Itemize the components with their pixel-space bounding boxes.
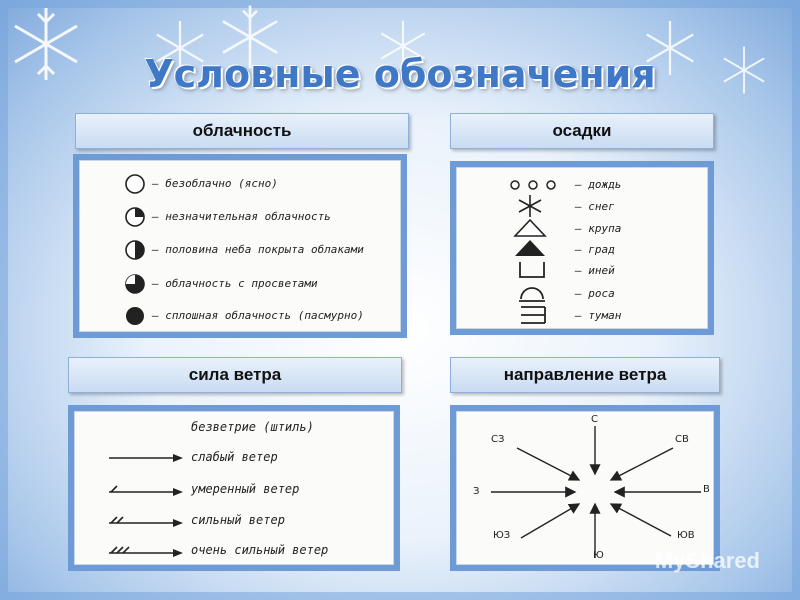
legend-text: — половина неба покрыта облаками bbox=[152, 243, 364, 256]
dew-icon bbox=[517, 282, 547, 304]
wind-direction-panel bbox=[450, 405, 720, 571]
legend-text: — туман bbox=[575, 309, 622, 322]
frost-icon bbox=[517, 260, 547, 280]
pellets-icon bbox=[513, 218, 547, 238]
legend-text: — облачность с просветами bbox=[152, 277, 318, 290]
southeast-arrow bbox=[611, 504, 671, 536]
cloud-panel bbox=[73, 154, 407, 338]
legend-text: — роса bbox=[575, 287, 615, 300]
clear-sky-icon bbox=[124, 173, 146, 195]
legend-text: слабый ветер bbox=[191, 450, 278, 464]
legend-text: — снег bbox=[575, 200, 615, 213]
legend-text: сильный ветер bbox=[191, 513, 285, 527]
wind-force-panel bbox=[68, 405, 400, 571]
legend-text: безветрие (штиль) bbox=[191, 420, 314, 434]
legend-text: — крупа bbox=[575, 222, 622, 235]
strong-wind-arrow-icon bbox=[107, 515, 185, 529]
legend-text: — незначительная облачность bbox=[152, 210, 331, 223]
rain-icon bbox=[507, 178, 567, 192]
cloud-header: облачность bbox=[75, 113, 409, 149]
legend-text: — сплошная облачность (пасмурно) bbox=[152, 309, 364, 322]
label-west: З bbox=[473, 486, 480, 497]
overcast-icon bbox=[124, 305, 146, 327]
label-southeast: ЮВ bbox=[677, 530, 695, 541]
legend-text: умеренный ветер bbox=[191, 482, 300, 496]
snow-icon bbox=[517, 194, 543, 218]
wind-direction-header: направление ветра bbox=[450, 357, 720, 393]
label-southwest: ЮЗ bbox=[493, 530, 511, 541]
moderate-wind-arrow-icon bbox=[107, 484, 185, 498]
page-title: Условные обозначения bbox=[144, 52, 656, 96]
precip-header: осадки bbox=[450, 113, 714, 149]
southwest-arrow bbox=[521, 504, 579, 538]
label-northeast: СВ bbox=[675, 434, 689, 445]
wind-force-header: сила ветра bbox=[68, 357, 402, 393]
northeast-arrow bbox=[611, 448, 673, 480]
light-wind-arrow-icon bbox=[107, 452, 185, 464]
legend-text: — безоблачно (ясно) bbox=[152, 177, 278, 190]
label-northwest: СЗ bbox=[491, 434, 505, 445]
legend-text: — дождь bbox=[575, 178, 622, 191]
label-east: В bbox=[703, 484, 710, 495]
label-south: Ю bbox=[593, 550, 604, 561]
broken-clouds-icon bbox=[124, 273, 146, 295]
half-cloud-icon bbox=[124, 239, 146, 261]
hail-icon bbox=[513, 238, 547, 258]
legend-text: очень сильный ветер bbox=[191, 543, 329, 557]
few-clouds-icon bbox=[124, 206, 146, 228]
northwest-arrow bbox=[517, 448, 579, 480]
precip-panel bbox=[450, 161, 714, 335]
very-strong-wind-arrow-icon bbox=[107, 545, 185, 559]
legend-text: — град bbox=[575, 243, 615, 256]
label-north: С bbox=[591, 414, 598, 425]
fog-icon bbox=[519, 304, 547, 326]
legend-text: — иней bbox=[575, 264, 615, 277]
watermark-logo: MyShared bbox=[654, 548, 760, 573]
